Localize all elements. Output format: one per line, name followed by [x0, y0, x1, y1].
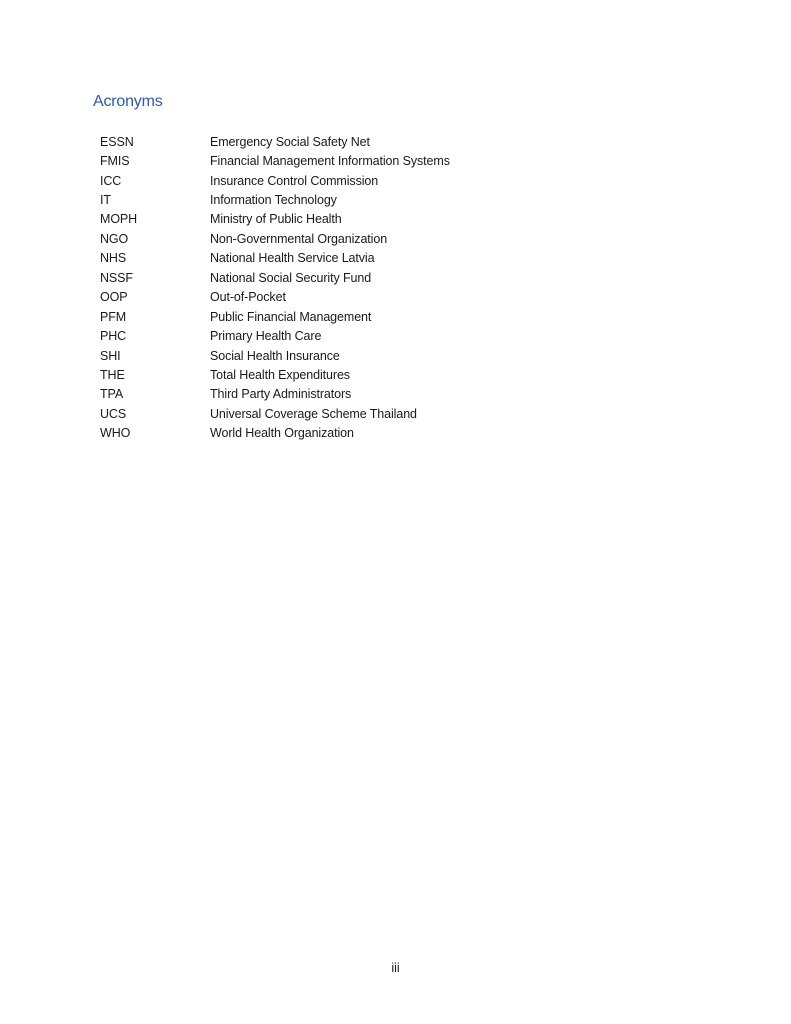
acronym-expansion: Universal Coverage Scheme Thailand: [210, 406, 417, 421]
acronym-row: [100, 132, 450, 151]
acronym-expansion: Insurance Control Commission: [210, 173, 379, 188]
acronym-abbreviation: PHC: [100, 329, 127, 344]
acronym-row: [100, 249, 450, 268]
acronym-abbreviation: SHI: [100, 348, 121, 363]
acronym-row: [100, 404, 450, 423]
acronym-expansion: Ministry of Public Health: [210, 212, 342, 227]
acronym-abbreviation: FMIS: [100, 154, 130, 169]
acronym-abbreviation: TPA: [100, 387, 124, 402]
acronym-list: [100, 132, 450, 443]
acronym-row: [100, 229, 450, 248]
acronym-expansion: Public Financial Management: [210, 309, 372, 324]
acronym-abbreviation: IT: [100, 193, 111, 208]
acronym-expansion: National Health Service Latvia: [210, 251, 375, 266]
acronym-expansion: Social Health Insurance: [210, 348, 340, 363]
acronym-abbreviation: WHO: [100, 426, 131, 441]
acronym-abbreviation: PFM: [100, 309, 127, 324]
acronym-row: [100, 346, 450, 365]
acronym-expansion: World Health Organization: [210, 426, 354, 441]
page-number: iii: [391, 961, 400, 975]
acronym-expansion: Third Party Administrators: [210, 387, 352, 402]
acronym-expansion: Information Technology: [210, 193, 337, 208]
acronym-expansion: Non-Governmental Organization: [210, 231, 388, 246]
acronym-row: [100, 307, 450, 326]
acronym-abbreviation: THE: [100, 367, 125, 382]
acronym-row: [100, 424, 450, 443]
acronym-expansion: Emergency Social Safety Net: [210, 134, 370, 149]
acronym-expansion: National Social Security Fund: [210, 270, 372, 285]
acronym-expansion: Financial Management Information Systems: [210, 154, 450, 169]
acronym-abbreviation: NSSF: [100, 270, 133, 285]
acronym-row: [100, 171, 450, 190]
acronym-expansion: Out-of-Pocket: [210, 290, 286, 305]
page-title: Acronyms: [93, 93, 163, 110]
acronym-row: [100, 385, 450, 404]
acronym-abbreviation: NGO: [100, 231, 129, 246]
acronym-abbreviation: NHS: [100, 251, 127, 266]
acronym-row: [100, 326, 450, 345]
acronym-row: [100, 151, 450, 170]
acronym-abbreviation: MOPH: [100, 212, 138, 227]
acronym-abbreviation: OOP: [100, 290, 128, 305]
acronym-expansion: Primary Health Care: [210, 329, 322, 344]
acronym-row: [100, 268, 450, 287]
acronym-abbreviation: ICC: [100, 173, 122, 188]
acronym-expansion: Total Health Expenditures: [210, 367, 350, 382]
acronym-row: [100, 365, 450, 384]
acronym-row: [100, 210, 450, 229]
acronym-row: [100, 288, 450, 307]
acronym-abbreviation: ESSN: [100, 134, 134, 149]
acronym-abbreviation: UCS: [100, 406, 127, 421]
acronym-row: [100, 190, 450, 209]
